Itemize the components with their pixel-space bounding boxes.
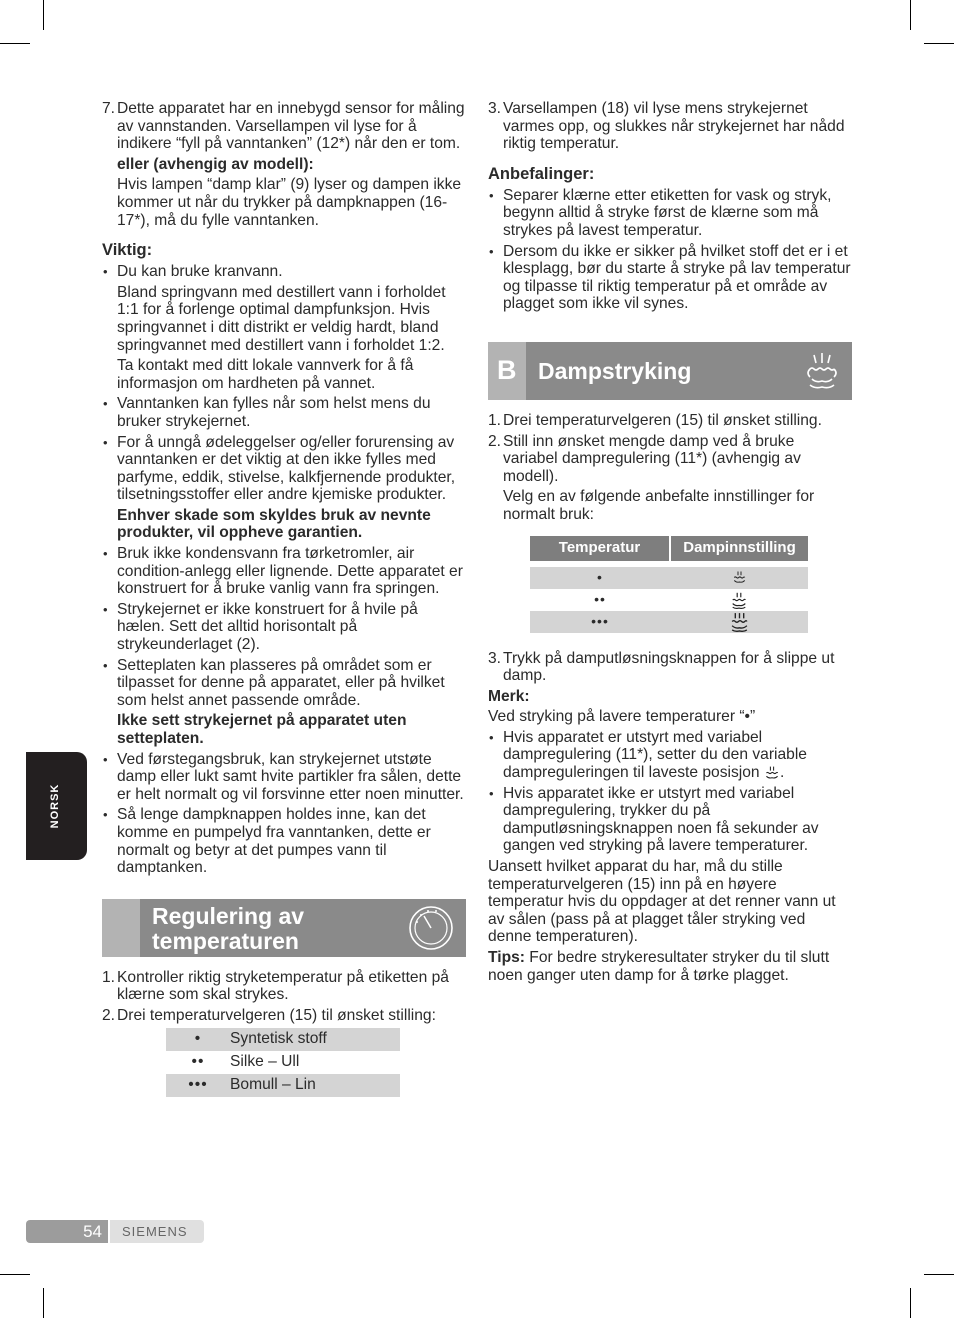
step-text: Kontroller riktig stryketemperatur på etiketten på klærne som skal strykes. <box>117 968 449 1004</box>
bullet-item: • For å unngå ødeleggelser og/eller forurensing av vanntanken er det viktig at den ikke fylles med parfyme, eddik, stivelse, kalkfjernende produkter, tilsetningsstoffer eller andre kjemiske produkter. <box>102 434 466 504</box>
crop-mark <box>924 1274 954 1275</box>
step-text: Drei temperaturvelgeren (15) til ønsket stilling. <box>503 411 822 429</box>
section-tab <box>488 342 526 400</box>
step-text: Dette apparatet har en innebygd sensor for måling av vannstanden. Varsellampen vil lyse for å indikere “fyll på vanntanken” (12*) når den er tom. <box>117 100 465 153</box>
table-row <box>166 1051 400 1074</box>
viktig-heading: Viktig: <box>102 241 153 260</box>
step-number: 3. <box>488 649 502 667</box>
anbefalinger-heading: Anbefalinger: <box>488 164 595 183</box>
brand-box <box>110 1220 204 1243</box>
language-tab <box>26 752 87 860</box>
steam-level-icon <box>729 611 750 632</box>
table-row <box>530 589 808 611</box>
steam-level-icon <box>764 765 780 781</box>
temperature-dots: ••• <box>591 612 609 629</box>
step-text: Still inn ønsket mengde damp ved å bruke variabel dampregulering (11*) (avhengig av modell). <box>503 432 801 485</box>
step-number: 1. <box>488 411 502 429</box>
step-item <box>102 969 466 1004</box>
step-item <box>488 433 852 486</box>
table-row <box>530 611 808 633</box>
anbefalinger-list <box>488 187 852 313</box>
bullet-item: • Du kan bruke kranvann. <box>102 263 466 281</box>
crop-mark <box>910 0 911 30</box>
bullet-item: • Ved førstegangsbruk, kan strykejernet utstøte damp eller lukt samt hvite partikler fra sålen, dette er helt normalt og vil forsvinne etter noen minutter. <box>102 751 466 804</box>
language-label: NORSK <box>49 783 62 829</box>
page-number: 54 <box>83 1222 102 1241</box>
temperature-table <box>166 1028 400 1097</box>
section-title: Dampstryking <box>538 357 692 384</box>
step-number: 2. <box>488 432 502 450</box>
tips-paragraph <box>488 949 852 984</box>
header-dampinnstilling: Dampinnstilling <box>670 536 808 561</box>
crop-mark <box>910 1288 911 1318</box>
bullet-item: • Bruk ikke kondensvann fra tørketromler, air condition-anlegg eller lignende. Dette apparatet er konstruert for å bruke vanlig vann fra springen. <box>102 545 466 598</box>
step-number: 1. <box>102 968 116 986</box>
temperature-dots: •• <box>191 1053 205 1071</box>
bullet-item: • Vanntanken kan fylles når som helst mens du bruker strykejernet. <box>102 395 466 430</box>
merk-text: Ved stryking på lavere temperaturer “•” <box>488 708 756 726</box>
bullet-item: • Så lenge dampknappen holdes inne, kan det komme en pumpelyd fra vanntanken, dette er normalt og betyr at det pumpes vann til damptanken. <box>102 806 466 876</box>
header-temperatur: Temperatur <box>530 536 670 561</box>
page-number-box <box>26 1220 108 1243</box>
bullet-item: • Setteplaten kan plasseres på området som er tilpasset for denne på apparatet, eller på hvilket som helst annet passende område. <box>102 657 466 710</box>
bullet-continuation: Ta kontakt med ditt lokale vannverk for å få informasjon om hardheten på vannet. <box>117 357 414 392</box>
brand-name: SIEMENS <box>122 1224 188 1239</box>
left-column <box>102 100 466 1097</box>
tips-text: For bedre strykeresultater stryker du til slutt noen ganger uten damp for å tørke plagget. <box>488 949 830 984</box>
fabric-label: Silke – Ull <box>230 1053 300 1071</box>
crop-mark <box>43 0 44 30</box>
temperature-dots: • <box>194 1030 202 1048</box>
steam-setting <box>670 589 808 611</box>
bullet-text: Hvis apparatet ikke er utstyrt med variabel dampregulering, trykker du på damputløsningsknappen noen få sekunder av gangen ved stryking på lavere temperaturer. <box>503 784 819 855</box>
step-text: Drei temperaturvelgeren (15) til ønsket stilling: <box>117 1006 436 1024</box>
viktig-list <box>102 263 466 877</box>
tips-label: Tips: <box>488 949 525 966</box>
step-number: 2. <box>102 1006 116 1024</box>
steam-icon <box>804 351 840 391</box>
crop-mark <box>924 43 954 44</box>
merk-heading: Merk: <box>488 687 530 705</box>
bullet-item: • Strykejernet er ikke konstruert for å hvile på hælen. Sett det alltid horisontalt på strykeunderlaget (2). <box>102 601 466 654</box>
section-letter: B <box>497 354 517 385</box>
bullet-text: Hvis apparatet er utstyrt med variabel dampregulering (11*), setter du den variable dampreguleringen til laveste posisjon <box>503 728 807 782</box>
fabric-label: Syntetisk stoff <box>230 1030 327 1048</box>
steam-level-icon <box>732 570 747 585</box>
bullet-item: • Dersom du ikke er sikker på hvilket stoff det er i et klesplagg, bør du starte å stryke på lav temperatur og tilpasse til riktig temperatur på et område av plagget som ikke vil synes. <box>488 243 852 313</box>
section-title: Regulering av temperaturen <box>152 902 305 954</box>
crop-mark <box>0 43 30 44</box>
merk-list <box>488 729 852 855</box>
step-text: Trykk på damputløsningsknappen for å slippe ut damp. <box>503 649 835 685</box>
step-number: 7. <box>102 100 116 117</box>
merk-paragraph: Uansett hvilket apparat du har, må du stille temperaturvelgeren (15) inn på en høyere temperatur hvis du oppdager at det renner vann ut av sålen (pass på at plagget tåler stryking ved denne temperaturen). <box>488 858 836 946</box>
or-label: eller (avhengig av modell): <box>117 155 314 173</box>
temperature-section-header <box>102 899 466 957</box>
right-column <box>488 100 852 987</box>
instruction-7 <box>102 100 466 153</box>
table-row <box>166 1028 400 1051</box>
steam-steps <box>488 412 852 524</box>
table-row <box>166 1074 400 1097</box>
instruction-3-steam <box>488 650 852 685</box>
steam-setting <box>670 611 808 633</box>
temperature-dots: ••• <box>188 1076 208 1094</box>
step-text: Varsellampen (18) vil lyse mens strykejernet varmes opp, og slukkes når strykejernet har nådd riktig temperatur. <box>503 100 845 153</box>
bullet-warning: Ikke sett strykejernet på apparatet uten setteplaten. <box>117 712 407 747</box>
steam-level-icon <box>730 591 748 609</box>
crop-mark <box>0 1274 30 1275</box>
step-item <box>102 1007 466 1025</box>
steam-table <box>530 536 808 633</box>
steam-setting <box>670 567 808 589</box>
bullet-item: • Hvis apparatet er utstyrt med variabel dampregulering (11*), setter du den variable dampreguleringen til laveste posisjon . <box>488 729 852 782</box>
temperature-steps <box>102 969 466 1025</box>
table-row <box>530 567 808 589</box>
step-item <box>488 412 852 430</box>
step-number: 3. <box>488 100 502 117</box>
crop-mark <box>43 1288 44 1318</box>
steam-section-header <box>488 342 852 400</box>
section-tab <box>102 899 140 957</box>
bullet-item <box>488 785 852 855</box>
bullet-continuation: Bland springvann med destillert vann i forholdet 1:1 for å forlenge optimal dampfunksjon. Hvis springvannet i ditt distrikt er veldig hardt, bland springvannet med destillert vann i forholdet 1:2. <box>117 283 446 354</box>
or-text: Hvis lampen “damp klar” (9) lyser og dampen ikke kommer ut når du trykker på dampknappen (16-17*), må du fylle vanntanken. <box>117 176 462 229</box>
bullet-item: • Separer klærne etter etiketten for vask og stryk, begynn alltid å stryke først de klærne som må strykes på lavest temperatur. <box>488 187 852 240</box>
temperature-dots: •• <box>594 590 606 607</box>
fabric-label: Bomull – Lin <box>230 1076 316 1094</box>
temperature-dots: • <box>597 568 603 585</box>
instruction-3 <box>488 100 852 153</box>
bullet-warning: Enhver skade som skyldes bruk av nevnte produkter, vil oppheve garantien. <box>117 506 431 542</box>
step-continuation: Velg en av følgende anbefalte innstillinger for normalt bruk: <box>503 488 815 523</box>
temperature-dial-icon <box>408 905 454 951</box>
